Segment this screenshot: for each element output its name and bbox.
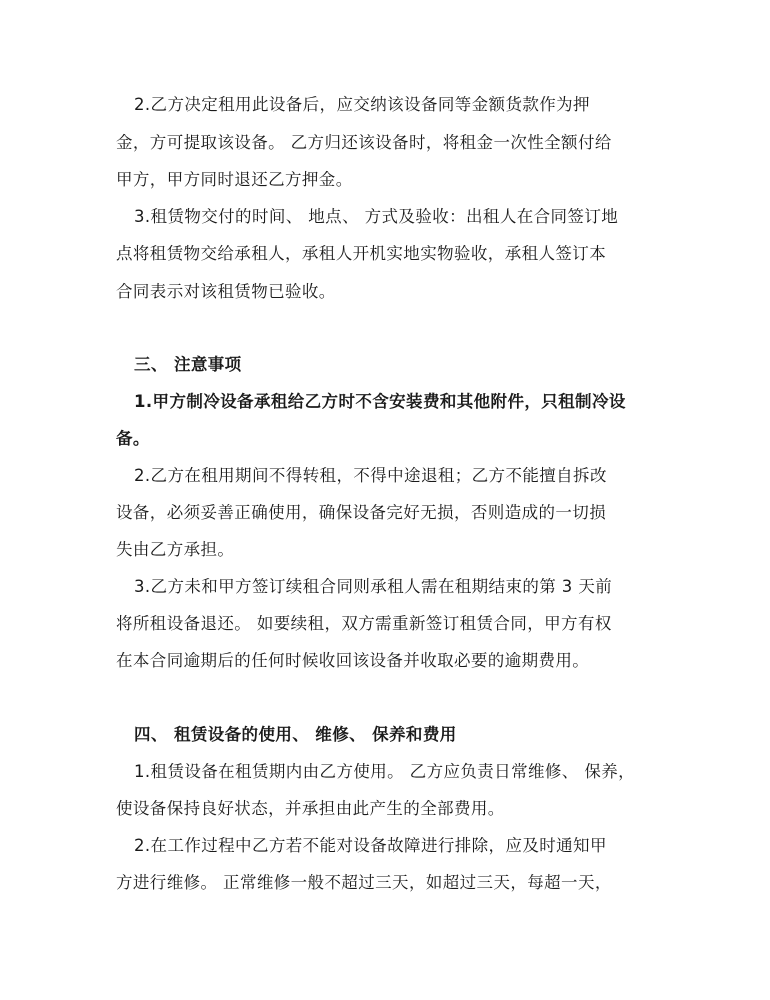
text-line: 将所租设备退还。 如要续租，双方需重新签订租赁合同，甲方有权	[116, 614, 612, 633]
text-line: 使设备保持良好状态，并承担由此产生的全部费用。	[116, 799, 505, 818]
text-line: 甲方，甲方同时退还乙方押金。	[116, 170, 353, 189]
text-line: 3.租赁物交付的时间、 地点、 方式及验收：出租人在合同签订地	[134, 207, 619, 226]
text-line: 点将租赁物交给承租人，承租人开机实地实物验收，承租人签订本	[116, 244, 607, 263]
text-line: 备。	[116, 429, 150, 448]
text-line: 1.甲方制冷设备承租给乙方时不含安装费和其他附件，只租制冷设	[134, 392, 626, 411]
text-line: 设备，必须妥善正确使用，确保设备完好无损，否则造成的一切损	[116, 503, 607, 522]
text-line: 方进行维修。 正常维修一般不超过三天，如超过三天，每超一天，	[116, 873, 612, 892]
text-line: 1.租赁设备在租赁期内由乙方使用。 乙方应负责日常维修、 保养，	[134, 762, 636, 781]
text-line: 失由乙方承担。	[116, 540, 235, 559]
text-line: 在本合同逾期后的任何时候收回该设备并收取必要的逾期费用。	[116, 651, 590, 670]
text-line: 合同表示对该租赁物已验收。	[116, 282, 336, 301]
section-heading: 四、 租赁设备的使用、 维修、 保养和费用	[134, 725, 457, 744]
text-line: 2.乙方在租用期间不得转租，不得中途退租；乙方不能擅自拆改	[134, 466, 607, 485]
text-line: 3.乙方未和甲方签订续租合同则承租人需在租期结束的第 3 天前	[134, 577, 613, 596]
section-heading: 三、 注意事项	[134, 355, 242, 374]
text-line: 2.在工作过程中乙方若不能对设备故障进行排除，应及时通知甲	[134, 836, 607, 855]
text-line: 2.乙方决定租用此设备后，应交纳该设备同等金额货款作为押	[134, 95, 590, 114]
text-line: 金，方可提取该设备。 乙方归还该设备时，将租金一次性全额付给	[116, 133, 612, 152]
